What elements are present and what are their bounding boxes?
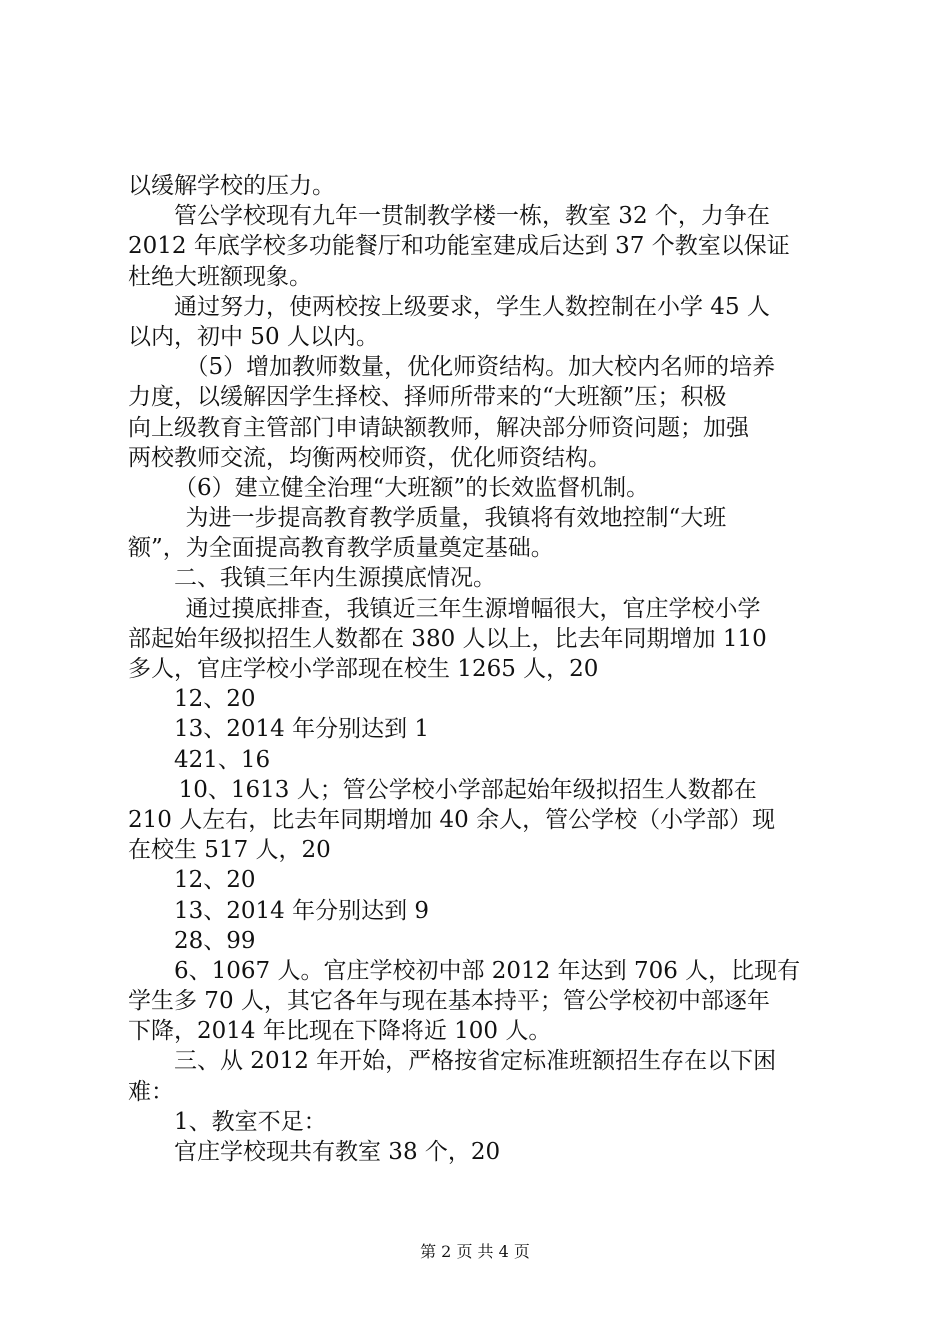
text-line: 额”，为全面提高教育教学质量奠定基础。	[128, 535, 554, 562]
text-line: 三、从 2012 年开始，严格按省定标准班额招生存在以下困	[174, 1048, 777, 1075]
document-body	[128, 171, 838, 1167]
text-line: 28、99	[174, 927, 256, 954]
text-line: 6、1067 人。官庄学校初中部 2012 年达到 706 人，比现有	[174, 957, 801, 984]
text-line: 210 人左右，比去年同期增加 40 余人，管公学校（小学部）现	[128, 806, 776, 833]
text-line: 杜绝大班额现象。	[128, 263, 312, 290]
text-line: （6）建立健全治理“大班额”的长效监督机制。	[174, 474, 650, 501]
text-line: 官庄学校现共有教室 38 个，20	[174, 1139, 501, 1165]
text-line: 通过努力，使两校按上级要求，学生人数控制在小学 45 人	[174, 293, 770, 320]
text-line: 二、我镇三年内生源摸底情况。	[174, 565, 496, 592]
text-line: 12、20	[174, 686, 256, 713]
text-line: 力度，以缓解因学生择校、择师所带来的“大班额”压；积极	[128, 384, 727, 411]
text-line: 下降，2014 年比现在下降将近 100 人。	[128, 1018, 552, 1045]
text-line: 1、教室不足：	[174, 1108, 327, 1135]
text-line: 部起始年级拟招生人数都在 380 人以上，比去年同期增加 110	[128, 625, 767, 652]
text-line: （5）增加教师数量，优化师资结构。加大校内名师的培养	[185, 354, 776, 381]
text-line: 以内，初中 50 人以内。	[128, 323, 379, 350]
text-line: 通过摸底排查，我镇近三年生源增幅很大，官庄学校小学	[185, 595, 761, 622]
page-footer: 第 2 页 共 4 页	[420, 1242, 530, 1261]
text-line: 12、20	[174, 867, 256, 894]
text-line: 以缓解学校的压力。	[128, 173, 335, 199]
text-line: 421、16	[174, 746, 271, 773]
text-line: 两校教师交流，均衡两校师资，优化师资结构。	[128, 444, 611, 471]
text-line: 在校生 517 人，20	[128, 837, 331, 864]
text-line: 为进一步提高教育教学质量，我镇将有效地控制“大班	[185, 505, 727, 532]
text-line: 管公学校现有九年一贯制教学楼一栋，教室 32 个，力争在	[174, 203, 770, 230]
text-line: 13、2014 年分别达到 9	[174, 897, 430, 924]
text-line: 向上级教育主管部门申请缺额教师，解决部分师资问题；加强	[128, 414, 749, 441]
text-line: 难：	[128, 1078, 174, 1105]
text-line: 10、1613 人；管公学校小学部起始年级拟招生人数都在	[178, 776, 757, 803]
text-line: 13、2014 年分别达到 1	[174, 716, 430, 743]
text-line: 学生多 70 人，其它各年与现在基本持平；管公学校初中部逐年	[128, 988, 770, 1015]
text-line: 2012 年底学校多功能餐厅和功能室建成后达到 37 个教室以保证	[128, 233, 790, 260]
text-line: 多人，官庄学校小学部现在校生 1265 人，20	[128, 656, 599, 682]
